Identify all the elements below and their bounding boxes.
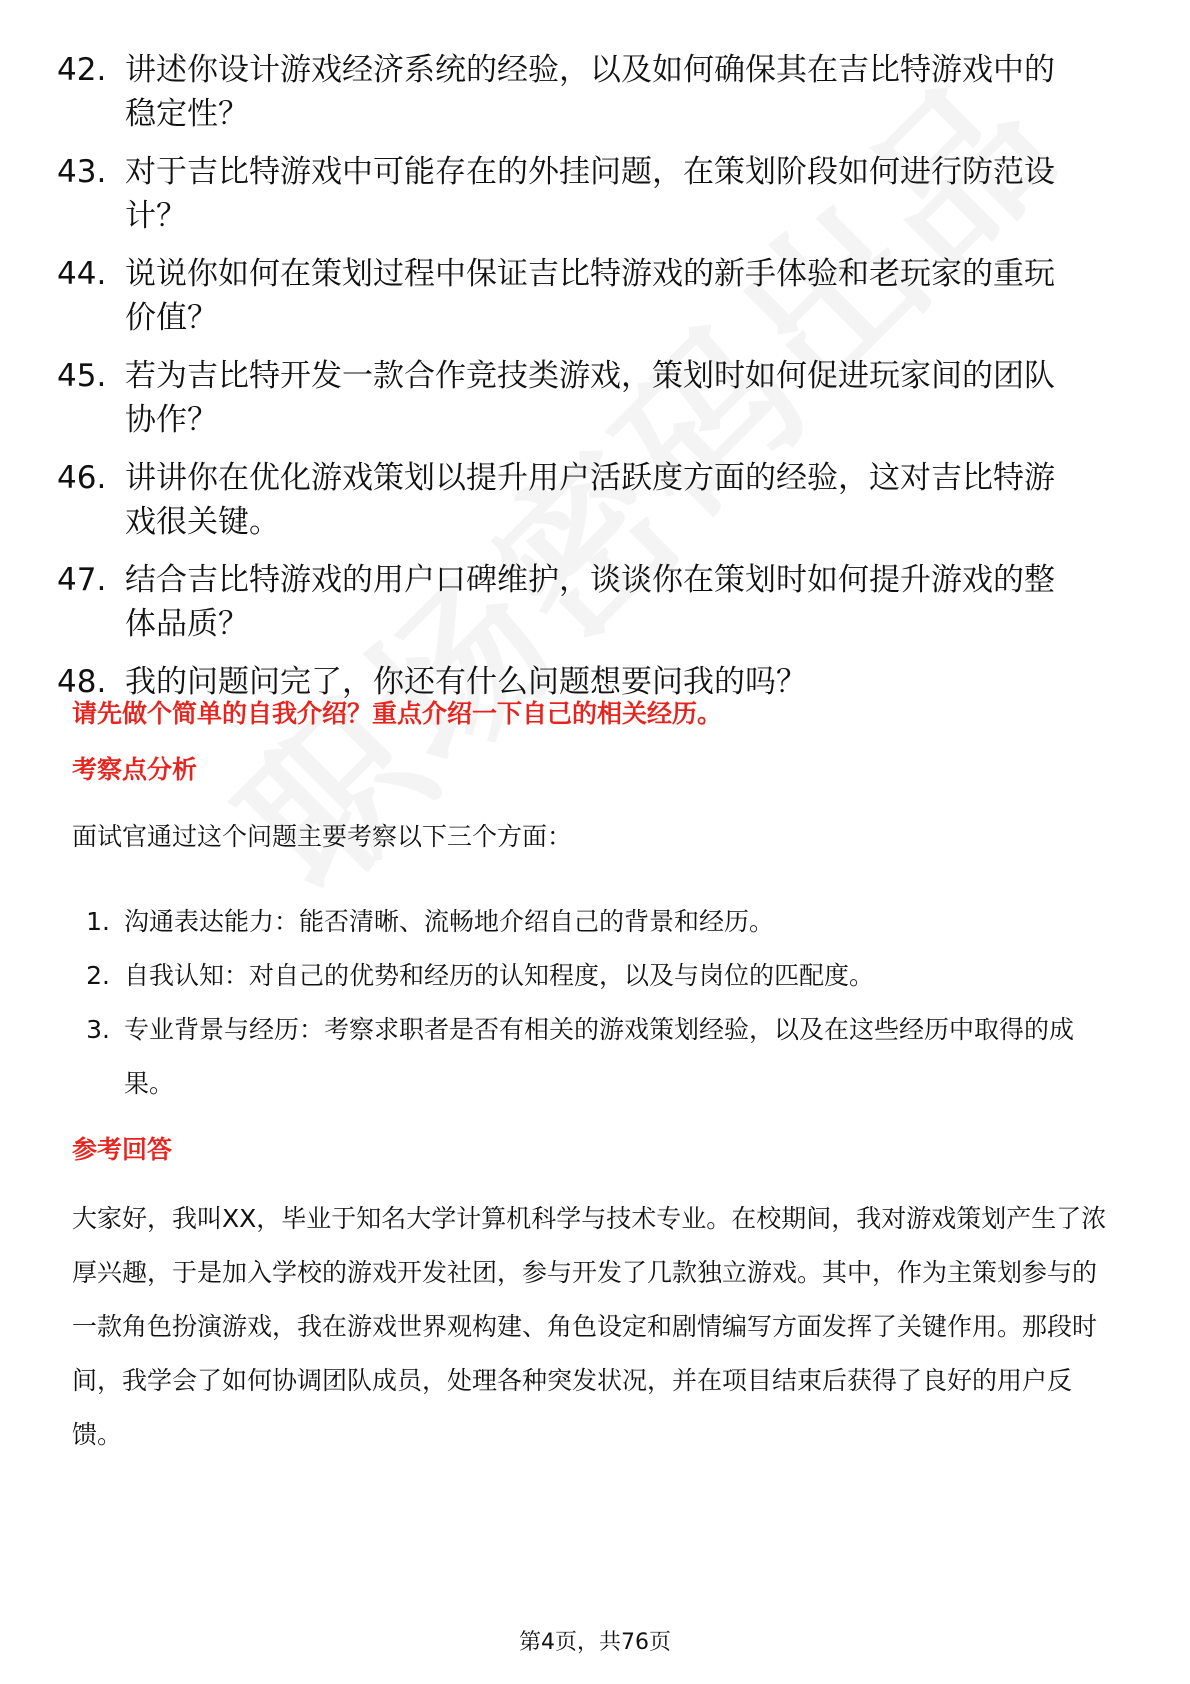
answer-heading: 参考回答 bbox=[72, 1135, 173, 1164]
analysis-point bbox=[72, 949, 1122, 1003]
question-item bbox=[57, 252, 1117, 340]
question-number: 46. bbox=[57, 460, 107, 496]
point-text: 自我认知：对自己的优势和经历的认知程度，以及与岗位的匹配度。 bbox=[124, 961, 875, 990]
question-title: 请先做个简单的自我介绍？重点介绍一下自己的相关经历。 bbox=[72, 699, 723, 728]
question-item bbox=[57, 48, 1117, 136]
question-item bbox=[57, 150, 1117, 238]
answer-text: 大家好，我叫XX，毕业于知名大学计算机科学与技术专业。在校期间，我对游戏策划产生了浓厚兴趣，于是加入学校的游戏开发社团，参与开发了几款独立游戏。其中，作为主策划参与的一款角色扮演游戏，我在游戏世界观构建、角色设定和剧情编写方面发挥了关键作用。那段时间，我学会了如何协调团队成员，处理各种突发状况，并在项目结束后获得了良好的用户反馈。 bbox=[72, 1204, 1107, 1449]
point-number: 1. bbox=[86, 907, 110, 936]
analysis-point bbox=[72, 895, 1122, 949]
question-text: 结合吉比特游戏的用户口碑维护，谈谈你在策划时如何提升游戏的整体品质？ bbox=[125, 562, 1055, 642]
question-number: 42. bbox=[57, 52, 107, 88]
question-text: 我的问题问完了，你还有什么问题想要问我的吗？ bbox=[125, 664, 807, 700]
analysis-point bbox=[72, 1003, 1122, 1111]
question-text: 讲讲你在优化游戏策划以提升用户活跃度方面的经验，这对吉比特游戏很关键。 bbox=[125, 460, 1055, 540]
analysis-heading: 考察点分析 bbox=[72, 755, 198, 784]
point-text: 专业背景与经历：考察求职者是否有相关的游戏策划经验，以及在这些经历中取得的成果。 bbox=[124, 1015, 1075, 1098]
point-number: 2. bbox=[86, 961, 110, 990]
question-number: 43. bbox=[57, 154, 107, 190]
question-text: 若为吉比特开发一款合作竞技类游戏，策划时如何促进玩家间的团队协作？ bbox=[125, 358, 1055, 438]
question-item bbox=[57, 456, 1117, 544]
question-number: 47. bbox=[57, 562, 107, 598]
analysis-intro: 面试官通过这个问题主要考察以下三个方面： bbox=[72, 822, 573, 851]
question-item bbox=[57, 558, 1117, 646]
question-number: 45. bbox=[57, 358, 107, 394]
analysis-points bbox=[72, 895, 1122, 1111]
question-list bbox=[57, 48, 1117, 718]
question-text: 说说你如何在策划过程中保证吉比特游戏的新手体验和老玩家的重玩价值？ bbox=[125, 256, 1055, 336]
point-number: 3. bbox=[86, 1015, 110, 1044]
question-number: 44. bbox=[57, 256, 107, 292]
question-number: 48. bbox=[57, 664, 107, 700]
point-text: 沟通表达能力：能否清晰、流畅地介绍自己的背景和经历。 bbox=[124, 907, 775, 936]
page-number: 第4页，共76页 bbox=[519, 1630, 671, 1655]
question-item bbox=[57, 354, 1117, 442]
question-text: 对于吉比特游戏中可能存在的外挂问题，在策划阶段如何进行防范设计？ bbox=[125, 154, 1055, 234]
question-text: 讲述你设计游戏经济系统的经验，以及如何确保其在吉比特游戏中的稳定性？ bbox=[125, 52, 1055, 132]
